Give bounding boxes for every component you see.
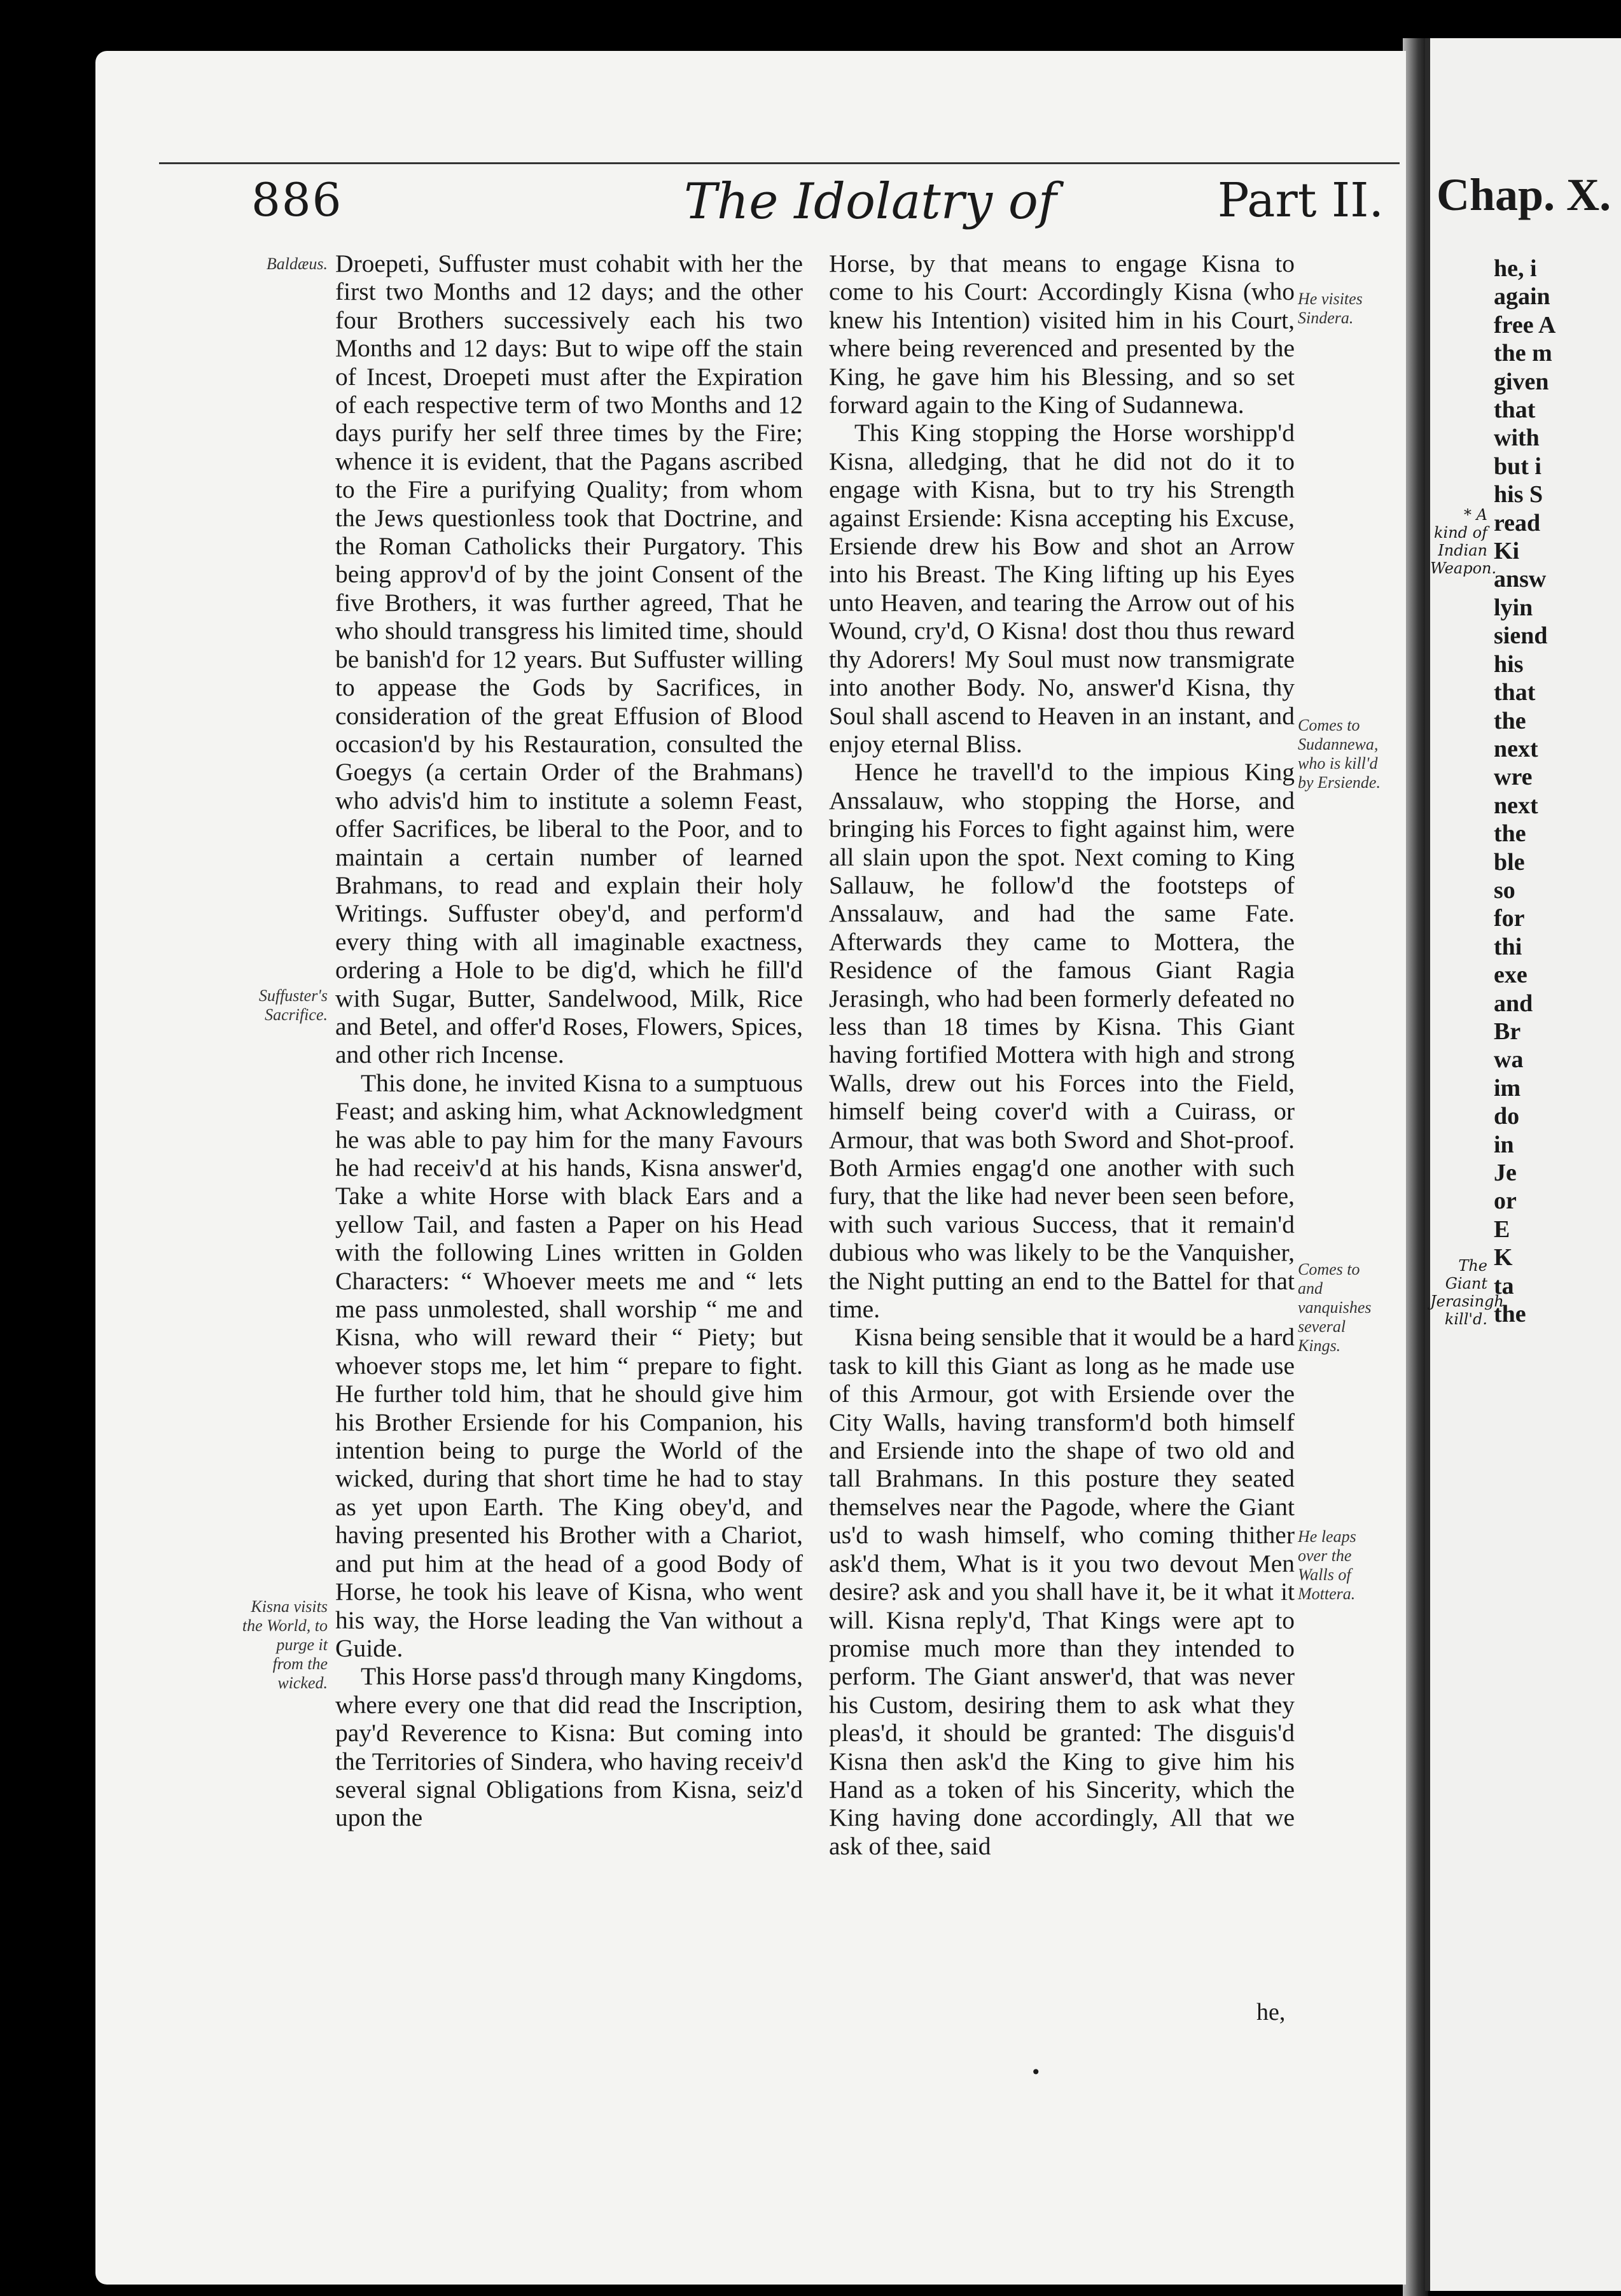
facing-text-line: im — [1494, 1074, 1521, 1102]
left-column — [335, 249, 803, 1832]
facing-text-line: K — [1494, 1244, 1513, 1271]
facing-text-line: that — [1494, 396, 1536, 424]
facing-text-line: ta — [1494, 1272, 1514, 1299]
margin-note-sacrifice: Suffuster's Sacrifice. — [258, 986, 328, 1024]
facing-text-line: he, i — [1494, 255, 1537, 282]
facing-text-line: siend — [1494, 622, 1548, 650]
facing-page — [1425, 38, 1621, 2291]
facing-text-line: given — [1494, 368, 1549, 395]
facing-text-line: read — [1494, 509, 1541, 536]
facing-text-line: Br — [1494, 1018, 1521, 1045]
margin-note-sindera: He visites Sindera. — [1298, 290, 1363, 327]
facing-text-line: and — [1494, 990, 1533, 1017]
facing-text-line: E — [1494, 1215, 1510, 1243]
margin-note-baldaeus: Baldæus. — [266, 255, 328, 273]
facing-text-line: thi — [1494, 933, 1522, 960]
facing-text-line: ble — [1494, 848, 1525, 876]
facing-text-line: for — [1494, 905, 1525, 932]
part-label: Part II. — [1217, 173, 1384, 228]
page-number: 886 — [251, 173, 343, 227]
margin-note-kings: Comes to and vanquishes several Kings. — [1298, 1260, 1372, 1355]
facing-text-line: next — [1494, 792, 1538, 819]
facing-chapter-heading: Chap. X. — [1437, 169, 1611, 220]
facing-text-line: free A — [1494, 311, 1556, 339]
facing-text-line: lyin — [1494, 594, 1533, 621]
facing-text-line: exe — [1494, 962, 1527, 989]
paragraph: This done, he invited Kisna to a sumptuous Feast; and asking him, what Acknowledgment he was able to pay him for the many Favours he had receiv'd at his hands, Kisna answer'd, Take a white Horse with black Ears and a yellow Tail, and fasten a Paper on his Head with the following Lines written in Golden Characters: “ Whoever meets me and “ lets me pass unmolested, shall worship “ me and Kisna, who will reward their “ Piety; but whoever stops me, let him “ prepare to fight. He further told him, that he should give him his Brother Ersiende for his Companion, his intention being to purge the World of the wicked, during that short time he had to stay as yet upon Earth. The King obey'd, and having presented his Brother with a Chariot, and put him at the head of a good Body of Horse, he took his leave of Kisna, who went his way, the Horse leading the Van without a Guide. — [335, 1068, 803, 1662]
facing-text-line: with — [1494, 424, 1540, 452]
facing-text-line: wa — [1494, 1046, 1524, 1074]
margin-note-sudannewa: Comes to Sudannewa, who is kill'd by Ersiende. — [1298, 716, 1381, 792]
right-column — [829, 249, 1295, 1860]
paragraph: Droepeti, Suffuster must cohabit with her the first two Months and 12 days; and the other four Brothers successively each his two Months and 12 days: But to wipe off the stain of Incest, Droepeti must after the Expiration of each respective term of two Months and 12 days purify her self three times by the Fire; whence it is evident, that the Pagans ascribed to the Fire a purifying Quality; from whom the Jews questionless took that Doctrine, and the Roman Catholicks their Purgatory. This being approv'd of by the joint Consent of the five Brothers, it was further agreed, That he who should transgress his limited time, should be banish'd for 12 years. But Suffuster willing to appease the Gods by Sacrifices, in consideration of the great Effusion of Blood occasion'd by his Restauration, consulted the Goegys (a certain Order of the Brahmans) who advis'd him to institute a solemn Feast, offer Sacrifices, be liberal to the Poor, and to maintain a certain number of learned Brahmans, to read and explain their holy Writings. Suffuster obey'd, and perform'd every thing with all imaginable exactness, ordering a Hole to be dig'd, which he fill'd with Sugar, Butter, Sandelwood, Milk, Rice and Betel, and offer'd Roses, Flowers, Spices, and other rich Incense. — [335, 249, 803, 1069]
running-title: The Idolatry of — [684, 173, 1057, 230]
facing-text-line: do — [1494, 1103, 1520, 1130]
paragraph: Hence he travell'd to the impious King Anssalauw, who stopping the Horse, and bringing his Forces to fight against him, were all slain upon the spot. Next coming to King Sallauw, he follow'd the footsteps of Anssalauw, and had the same Fate. Afterwards they came to Mottera, the Residence of the famous Giant Ragia Jerasingh, who had been formerly defeated no less than 18 times by Kisna. This Giant having fortified Mottera with high and strong Walls, drew out his Forces into the Field, himself being cover'd with a Cuirass, or Armour, that was both Sword and Shot-proof. Both Armies engag'd one another with such fury, that the like had never been seen before, with such various Success, that it remain'd dubious who was likely to be the Vanquisher, the Night putting an end to the Battel for that time. — [829, 758, 1295, 1324]
facing-note-giant: The Giant Jerasingh kill'd. — [1430, 1257, 1504, 1328]
facing-text-line: so — [1494, 876, 1515, 904]
book-gutter — [1403, 38, 1428, 2296]
catchword: he, — [1256, 1999, 1286, 2026]
running-header — [251, 173, 1384, 243]
paragraph: This Horse pass'd through many Kingdoms, where every one that did read the Inscription, pay'd Reverence to Kisna: But coming into the Territories of Sindera, who having receiv'd several signal Obligations from Kisna, seiz'd upon the — [335, 1662, 803, 1832]
facing-text-line: the — [1494, 820, 1526, 848]
facing-note-weapon: * A kind of Indian Weapon. — [1430, 506, 1497, 577]
paragraph: This King stopping the Horse worshipp'd Kisna, alledging, that he did not do it to engage with Kisna, but to try his Strength against Ersiende: Kisna accepting his Excuse, Ersiende drew his Bow and shot an Arrow into his Breast. The King lifting up his Eyes unto Heaven, and tearing the Arrow out of his Wound, cry'd, O Kisna! dost thou thus reward thy Adorers! My Soul must now transmigrate into another Body. No, answer'd Kisna, thy Soul shall ascend to Heaven in an instant, and enjoy eternal Bliss. — [829, 419, 1295, 758]
facing-text-line: Ki — [1494, 538, 1520, 565]
facing-text-line: the — [1494, 1301, 1526, 1328]
facing-text-line: next — [1494, 735, 1538, 762]
facing-text-line: his S — [1494, 481, 1543, 508]
facing-text-line: that — [1494, 679, 1536, 706]
facing-text-line: Je — [1494, 1159, 1517, 1186]
facing-text-line: answ — [1494, 566, 1547, 593]
paragraph: Horse, by that means to engage Kisna to come to his Court: Accordingly Kisna (who knew his Intention) visited him in his Court, where being reverenced and presented by the King, he gave him his Blessing, and so set forward again to the King of Sudannewa. — [829, 249, 1295, 419]
signature-mark: • — [1031, 2062, 1041, 2083]
facing-text-line: his — [1494, 650, 1524, 678]
facing-text-line: wre — [1494, 764, 1533, 791]
paragraph: Kisna being sensible that it would be a hard task to kill this Giant as long as he made use of this Armour, got with Ersiende over the City Walls, having transform'd both himself and Ersiende into the shape of two old and tall Brahmans. In this posture they seated themselves near the Pagode, where the Giant us'd to wash himself, who coming thither ask'd them, What is it you two devout Men desire? ask and you shall have it, be it what it will. Kisna reply'd, That Kings were apt to promise much more than they intended to perform. The Giant answer'd, that was never his Custom, desiring them to ask what they pleas'd, it should be granted: The disguis'd Kisna then ask'd the King to give him his Hand as a token of his Sincerity, which the King having done accordingly, All that we ask of thee, said — [829, 1323, 1295, 1860]
margin-note-walls: He leaps over the Walls of Mottera. — [1298, 1527, 1356, 1603]
facing-text-line: but i — [1494, 452, 1541, 480]
facing-text-line: or — [1494, 1187, 1517, 1215]
margin-note-kisna-visits: Kisna visits the World, to purge it from the wicked. — [242, 1597, 328, 1692]
facing-text-lines — [1494, 255, 1555, 1328]
facing-text-line: the m — [1494, 340, 1552, 367]
facing-text-line: in — [1494, 1131, 1514, 1158]
header-rule — [159, 162, 1400, 164]
facing-text-line: the — [1494, 707, 1526, 734]
facing-text-line: again — [1494, 283, 1550, 311]
